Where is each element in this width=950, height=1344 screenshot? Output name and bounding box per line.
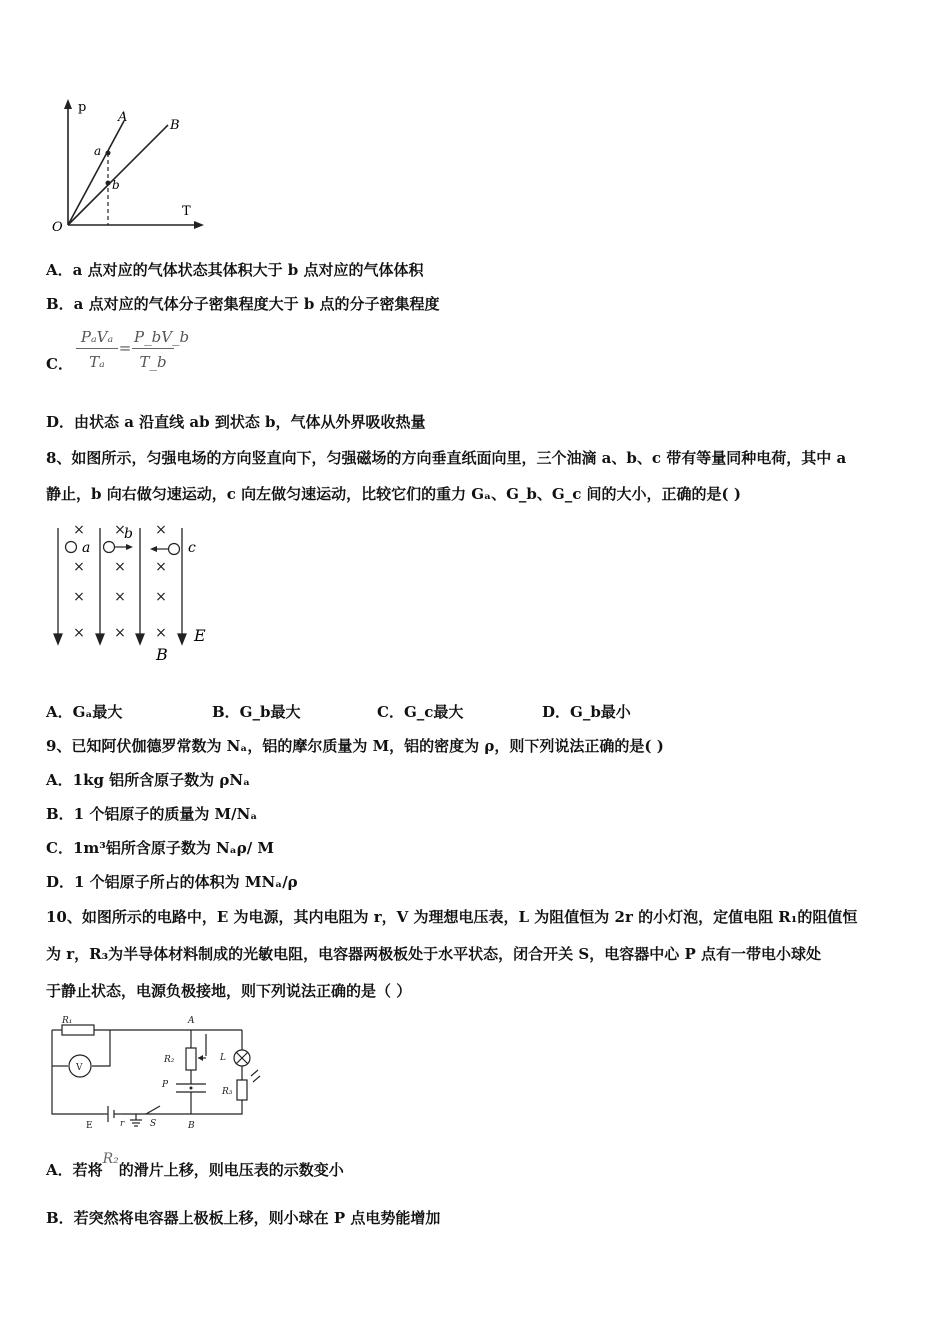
q7-option-a: A．a 点对应的气体状态其体积大于 b 点对应的气体体积 (46, 261, 424, 279)
q10-option-a-post: 的滑片上移，则电压表的示数变小 (118, 1161, 344, 1179)
cross: × (155, 625, 167, 641)
line-B (68, 125, 168, 225)
label-S: S (150, 1119, 157, 1129)
formula-den-left: Tₐ (89, 353, 105, 371)
cross: × (114, 625, 126, 641)
q8-option-b: B．G_b最大 (212, 703, 301, 721)
oil-drop-c (169, 544, 180, 555)
label-E: E (86, 1121, 93, 1131)
q7-option-d: D．由状态 a 沿直线 ab 到状态 b，气体从外界吸收热量 (46, 413, 426, 431)
q10-option-b: B．若突然将电容器上极板上移，则小球在 P 点电势能增加 (46, 1209, 441, 1227)
point-b-dot (106, 181, 111, 186)
point-a-label: a (94, 144, 102, 158)
label-R1: R₁ (62, 1016, 73, 1026)
pt-graph (46, 95, 206, 237)
drop-b-label: b (124, 526, 133, 542)
cross: × (73, 559, 85, 575)
q10-option-a-symbol: R₂ (102, 1151, 119, 1167)
label-R2: R₂ (164, 1055, 175, 1065)
q9-option-a: A．1kg 铝所含原子数为 ρNₐ (46, 771, 251, 789)
cross: × (114, 522, 126, 538)
label-A: A (188, 1016, 195, 1026)
cross: × (73, 589, 85, 605)
label-L: L (220, 1053, 226, 1063)
q7-option-c-label: C． (46, 355, 73, 373)
q8-option-d: D．G_b最小 (542, 703, 631, 721)
point-a-dot (106, 151, 111, 156)
q8-option-a: A．Gₐ最大 (46, 703, 123, 721)
q10-option-a (46, 1151, 344, 1181)
q9-stem: 9、已知阿伏伽德罗常数为 Nₐ，铝的摩尔质量为 M，铝的密度为 ρ，则下列说法正确的是( ) (46, 737, 664, 755)
q8-option-c: C．G_c最大 (377, 703, 464, 721)
cross: × (155, 589, 167, 605)
q9-option-b: B．1 个铝原子的质量为 M/Nₐ (46, 805, 258, 823)
q10-stem-line3: 于静止状态，电源负极接地，则下列说法正确的是（ ） (46, 982, 412, 1000)
drop-c-label: c (188, 540, 196, 556)
cross: × (114, 559, 126, 575)
q9-option-c: C．1m³铝所含原子数为 Nₐρ/ M (46, 839, 275, 857)
axis-T-label: T (182, 204, 191, 219)
label-R3: R₃ (222, 1087, 233, 1097)
circuit-diagram (46, 1014, 276, 1134)
line-A-label: A (118, 110, 128, 125)
drop-a-label: a (82, 540, 91, 556)
q8-stem-line1: 8、如图所示，匀强电场的方向竖直向下，匀强磁场的方向垂直纸面向里，三个油滴 a、b、c 带有等量同种电荷，其中 a (46, 449, 847, 467)
cross: × (114, 589, 126, 605)
switch-S (146, 1106, 160, 1114)
resistor-R1 (62, 1025, 94, 1035)
line-A (68, 121, 124, 225)
q8-stem-line2: 静止，b 向右做匀速运动，c 向左做匀速运动，比较它们的重力 Gₐ、G_b、G_c 间的大小，正确的是( ) (46, 485, 741, 503)
point-b-label: b (112, 178, 120, 192)
resistor-R2 (186, 1048, 196, 1070)
q10-stem-line1: 10、如图所示的电路中，E 为电源，其内电阻为 r，V 为理想电压表，L 为阻值恒为 2r 的小灯泡，定值电阻 R₁的阻值恒 (46, 908, 858, 926)
q7-option-c-formula (76, 326, 190, 382)
formula-den-right: T_b (139, 353, 167, 371)
q10-option-a-pre: A．若将 (46, 1161, 103, 1179)
formula-eq: = (118, 339, 132, 357)
label-r: r (120, 1119, 125, 1129)
q7-option-b: B．a 点对应的气体分子密集程度大于 b 点的分子密集程度 (46, 295, 440, 313)
cross: × (73, 625, 85, 641)
cross: × (155, 559, 167, 575)
em-field-figure (46, 520, 226, 666)
line-B-label: B (170, 118, 180, 133)
field-E-label: E (194, 626, 206, 645)
label-P: P (162, 1080, 169, 1090)
label-B: B (188, 1121, 195, 1131)
q9-option-d: D．1 个铝原子所占的体积为 MNₐ/ρ (46, 873, 298, 891)
label-V: V (76, 1063, 83, 1073)
formula-num-left: PₐVₐ (76, 328, 118, 349)
formula-num-right: P_bV_b (132, 328, 174, 349)
cross: × (73, 522, 85, 538)
cross: × (155, 522, 167, 538)
origin-label: O (52, 220, 63, 235)
axis-p-label: p (78, 100, 87, 115)
oil-drop-a (66, 542, 77, 553)
q10-stem-line2: 为 r，R₃为半导体材料制成的光敏电阻，电容器两极板处于水平状态，闭合开关 S，电容器中心 P 点有一带电小球处 (46, 945, 821, 963)
field-B-label: B (156, 645, 168, 664)
resistor-R3 (237, 1080, 247, 1100)
oil-drop-b (104, 542, 115, 553)
